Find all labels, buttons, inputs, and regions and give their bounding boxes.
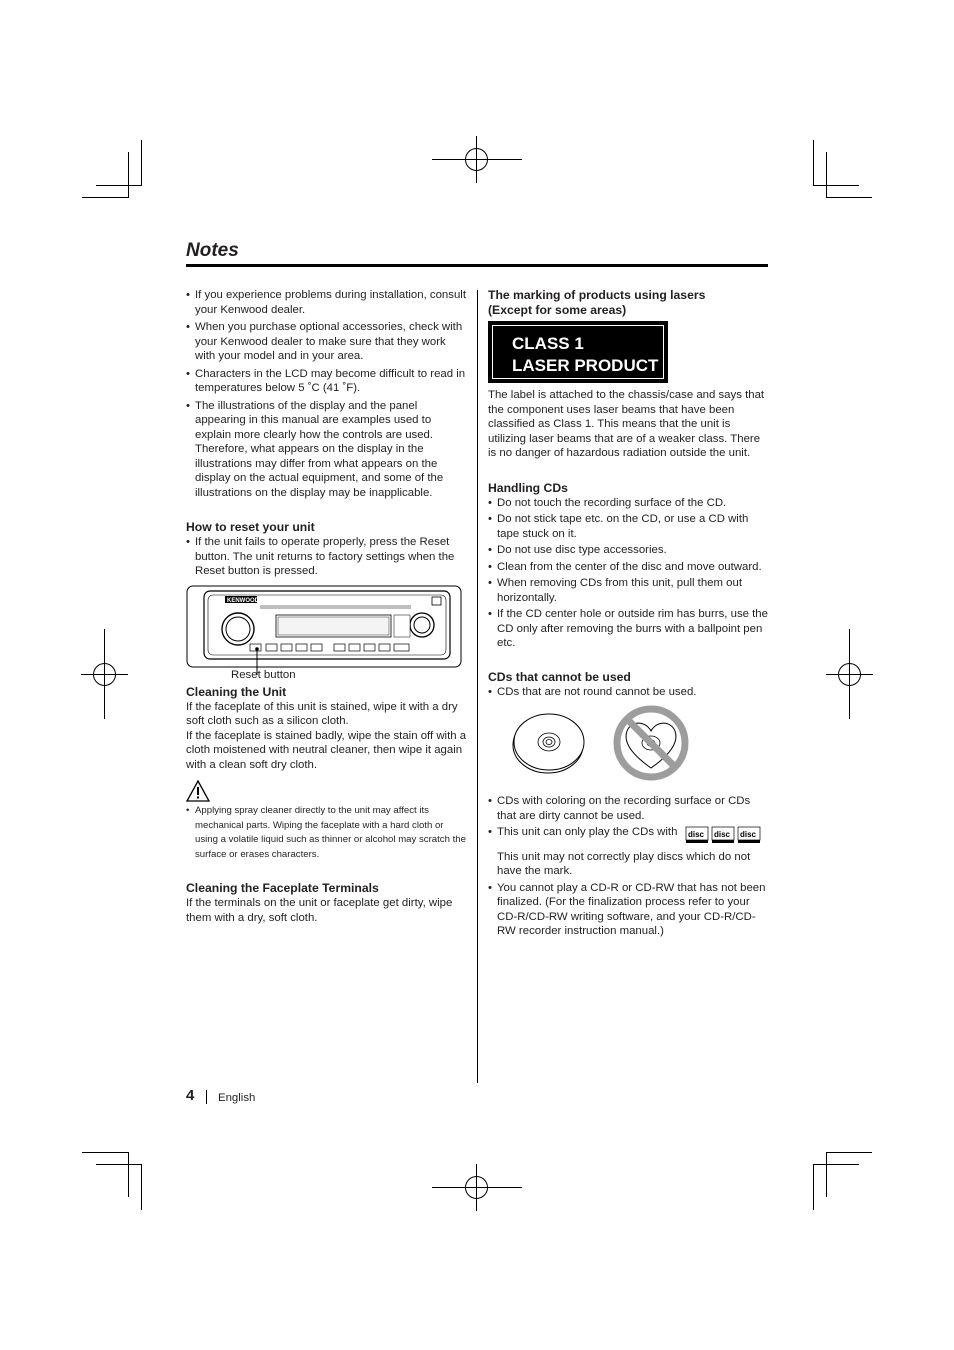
crop-mark-tl-horizontal-inner [96,185,142,186]
crop-mark-tr-horizontal-inner [813,185,859,186]
crop-mark-bl-vertical [141,1165,142,1210]
laser-label-line-2: LASER PRODUCT [512,356,659,375]
crop-mark-tl-horizontal [82,197,129,198]
list-item: • Characters in the LCD may become difficult to read in temperatures below 5 ˚C (41 ˚F). [186,367,468,396]
reset-button-callout: Reset button [231,668,296,681]
mark-note: This unit may not correctly play discs which do not have the mark. [497,850,751,877]
crop-mark-br-vertical [813,1165,814,1210]
right-column [488,288,770,941]
cannot-list-2 [488,794,770,939]
section-heading-cleaning-unit: Cleaning the Unit [186,684,287,699]
svg-text:disc: disc [713,830,730,839]
list-item: • You cannot play a CD-R or CD-RW that has not been finalized. (For the finalization process refer to your CD-R/CD-RW writing software, and your CD-R/CD-RW recorder instruction manual.) [488,881,770,939]
cleaning-unit-paragraph-2: If the faceplate is stained badly, wipe the stain off with a cloth moistened with neutral cleaner, then wipe it again with a clean soft dry cloth. [186,729,467,771]
compact-disc-rewritable-logo-icon [738,827,760,843]
list-item: • CDs with coloring on the recording surface or CDs that are dirty cannot be used. [488,794,770,823]
list-item: • Clean from the center of the disc and move outward. [488,560,770,575]
head-unit-illustration [186,585,462,679]
list-item: • If the unit fails to operate properly, press the Reset button. The unit returns to factory settings when the Reset button is pressed. [186,535,468,579]
section-heading-handling: Handling CDs [488,480,568,495]
crop-mark-tr-vertical [813,140,814,185]
compact-disc-recordable-logo-icon [712,827,734,843]
list-item: • When removing CDs from this unit, pull them out horizontally. [488,576,770,605]
crop-mark-tr-horizontal [826,197,872,198]
laser-paragraph: The label is attached to the chassis/case and says that the component uses laser beams that have been classified as Class 1. This means that the unit is utilizing laser beams that are of a weaker class. There is no danger of hazardous radiation outside the unit. [488,389,765,459]
svg-text:disc: disc [739,830,756,839]
list-item-disc-logos [488,825,770,879]
panel-brand-text: KENWOOD [227,597,259,604]
section-heading-reset: How to reset your unit [186,520,315,534]
list-item: • Do not stick tape etc. on the CD, or use a CD with tape stuck on it. [488,512,770,541]
disc-logos-text: This unit can only play the CDs with [497,826,678,838]
class1-laser-label [488,321,668,383]
list-item: • CDs that are not round cannot be used. [488,685,770,700]
section-heading-terminals: Cleaning the Faceplate Terminals [186,881,379,895]
crop-mark-tl-vertical-inner [128,152,129,197]
crop-mark-bl-horizontal-inner [96,1164,142,1165]
footer-separator [206,1090,207,1104]
list-item: • When you purchase optional accessories, check with your Kenwood dealer to make sure that they work with your model and in your area. [186,320,468,364]
left-column [186,288,468,925]
warning-triangle-icon [186,780,210,802]
list-item: • Do not touch the recording surface of the CD. [488,496,770,511]
crop-mark-bl-horizontal [82,1152,129,1153]
crop-mark-br-vertical-inner [826,1152,827,1197]
disc-illustrations [488,704,770,788]
footer-language: English [218,1092,256,1104]
round-cd-icon [512,709,588,775]
list-item: • The illustrations of the display and the panel appearing in this manual are examples used to explain more clearly how the controls are used. Therefore, what appears on the display in the illustrations may differ from what appears on the display on the actual equipment, and some of the illustrations on the display may be inapplicable. [186,399,468,501]
crop-mark-br-horizontal [826,1152,872,1153]
column-divider [477,290,478,1083]
svg-text:disc: disc [687,830,704,839]
prohibited-heart-cd-icon [613,704,693,784]
page-number: 4 [186,1087,195,1104]
list-item: • Do not use disc type accessories. [488,543,770,558]
crop-mark-tl-vertical [141,140,142,185]
crop-mark-tr-vertical-inner [826,152,827,197]
section-heading-cannot: CDs that cannot be used [488,669,631,684]
laser-label-line-1: CLASS 1 [512,334,584,353]
terminals-paragraph: If the terminals on the unit or faceplate get dirty, wipe them with a dry, soft cloth. [186,897,453,924]
disc-logo-icons [685,825,761,850]
section-heading-laser-l2: (Except for some areas) [488,303,627,317]
cleaning-unit-paragraph-1: If the faceplate of this unit is stained, wipe it with a dry soft cloth such as a silicon cloth. [186,700,458,727]
crop-mark-br-horizontal-inner [813,1164,859,1165]
cannot-list [488,685,770,700]
list-item: • If the CD center hole or outside rim has burrs, use the CD only after removing the burrs with a ballpoint pen etc. [488,607,770,651]
intro-notes-list [186,288,468,500]
head-unit-drawing [186,585,462,679]
compact-disc-digital-audio-logo-icon [686,827,708,843]
handling-list [488,496,770,651]
crop-mark-bl-vertical-inner [128,1152,129,1197]
section-heading-laser-l1: The marking of products using lasers [488,288,706,302]
caution-list [186,804,468,862]
title-rule [186,264,768,267]
page-title: Notes [186,240,239,261]
list-item: • If you experience problems during installation, consult your Kenwood dealer. [186,288,468,317]
reset-list [186,535,468,579]
list-item: • Applying spray cleaner directly to the unit may affect its mechanical parts. Wiping the faceplate with a hard cloth or using a volatile liquid such as thinner or alcohol may scratch the surface or erases characters. [186,804,468,862]
